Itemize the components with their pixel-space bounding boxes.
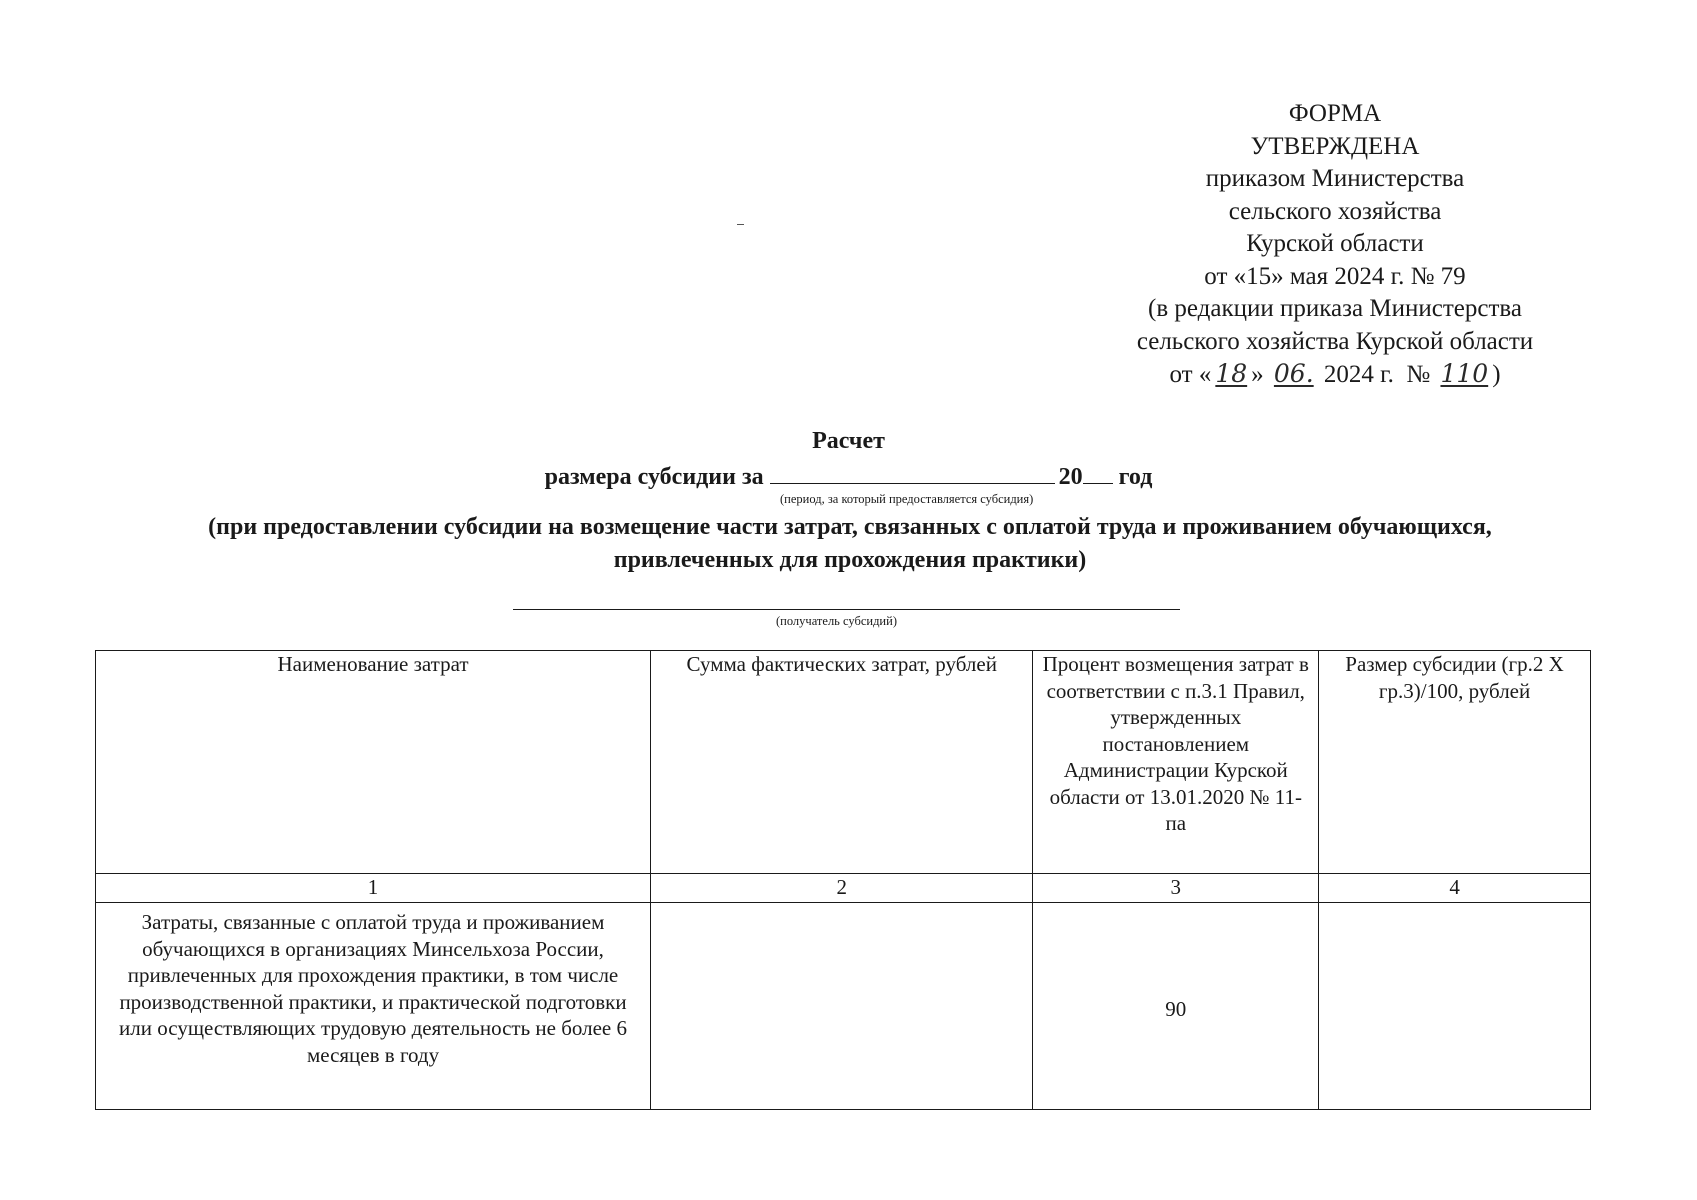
header-reimbursement-percent: Процент возмещения затрат в соответствии с п.3.1 Правил, утвержденных постановлением Администрации Курской области от 13.01.2020 № 11-па [1033, 651, 1319, 874]
approval-order-line: приказом Министерства [1205, 165, 1465, 192]
column-number: 3 [1033, 874, 1319, 903]
column-number: 1 [96, 874, 651, 903]
year-suffix: год [1118, 464, 1153, 490]
amendment-line-1: (в редакции приказа Министерства [1148, 295, 1522, 322]
form-label: ФОРМА [1288, 100, 1382, 127]
approval-ministry-line: сельского хозяйства [1228, 197, 1442, 225]
table-header-row [96, 651, 1591, 874]
amendment-prefix: от « [1169, 361, 1212, 388]
calculation-table [95, 650, 1591, 1110]
approved-label: УТВЕРЖДЕНА [1250, 132, 1420, 160]
approval-block [1090, 98, 1580, 392]
recipient-hint: (получатель субсидий) [776, 614, 897, 628]
subsidy-cell[interactable] [1319, 903, 1591, 1110]
amendment-suffix: ) [1492, 361, 1501, 388]
approval-date-line: от «15» мая 2024 г. № 79 [1204, 262, 1466, 290]
amendment-month-handwritten: 06. [1273, 359, 1314, 388]
document-title: Расчет [812, 428, 885, 454]
period-hint: (период, за который предоставляется субсидия) [780, 492, 1034, 506]
amendment-number-label: № [1406, 361, 1431, 388]
recipient-blank[interactable] [513, 609, 1180, 610]
amendment-year: 2024 г. [1323, 361, 1394, 388]
amendment-date-line [1090, 358, 1580, 392]
column-number: 2 [651, 874, 1033, 903]
subsidy-period-line [0, 461, 1697, 491]
actual-costs-cell[interactable] [651, 903, 1033, 1110]
subsidy-period-prefix: размера субсидии за [544, 464, 764, 490]
header-subsidy-amount: Размер субсидии (гр.2 Х гр.3)/100, рублей [1319, 651, 1591, 874]
header-actual-costs: Сумма фактических затрат, рублей [651, 651, 1033, 874]
amendment-day-handwritten: 18 [1215, 359, 1248, 388]
approval-region-line: Курской области [1246, 230, 1424, 257]
column-number: 4 [1319, 874, 1591, 903]
header-cost-name: Наименование затрат [96, 651, 651, 874]
percent-cell: 90 [1033, 903, 1319, 1110]
amendment-number-handwritten: 110 [1440, 359, 1489, 388]
year-prefix: 20 [1058, 464, 1083, 490]
stray-mark [737, 224, 744, 225]
cost-name-cell: Затраты, связанные с оплатой труда и проживанием обучающихся в организациях Минсельхоза России, привлеченных для прохождения практики, в том числе производственной практики, и практической подготовки или осуществляющих трудовую деятельность не более 6 месяцев в году [96, 903, 651, 1110]
year-blank[interactable] [1083, 461, 1113, 484]
period-blank[interactable] [770, 461, 1055, 484]
amendment-mid: » [1251, 361, 1264, 388]
amendment-line-2: сельского хозяйства Курской области [1136, 327, 1534, 355]
table-row [96, 903, 1591, 1110]
column-number-row [96, 874, 1591, 903]
document-subtitle: (при предоставлении субсидии на возмещение части затрат, связанных с оплатой труда и проживанием обучающихся, привлеченных для прохождения практики) [208, 514, 1492, 573]
